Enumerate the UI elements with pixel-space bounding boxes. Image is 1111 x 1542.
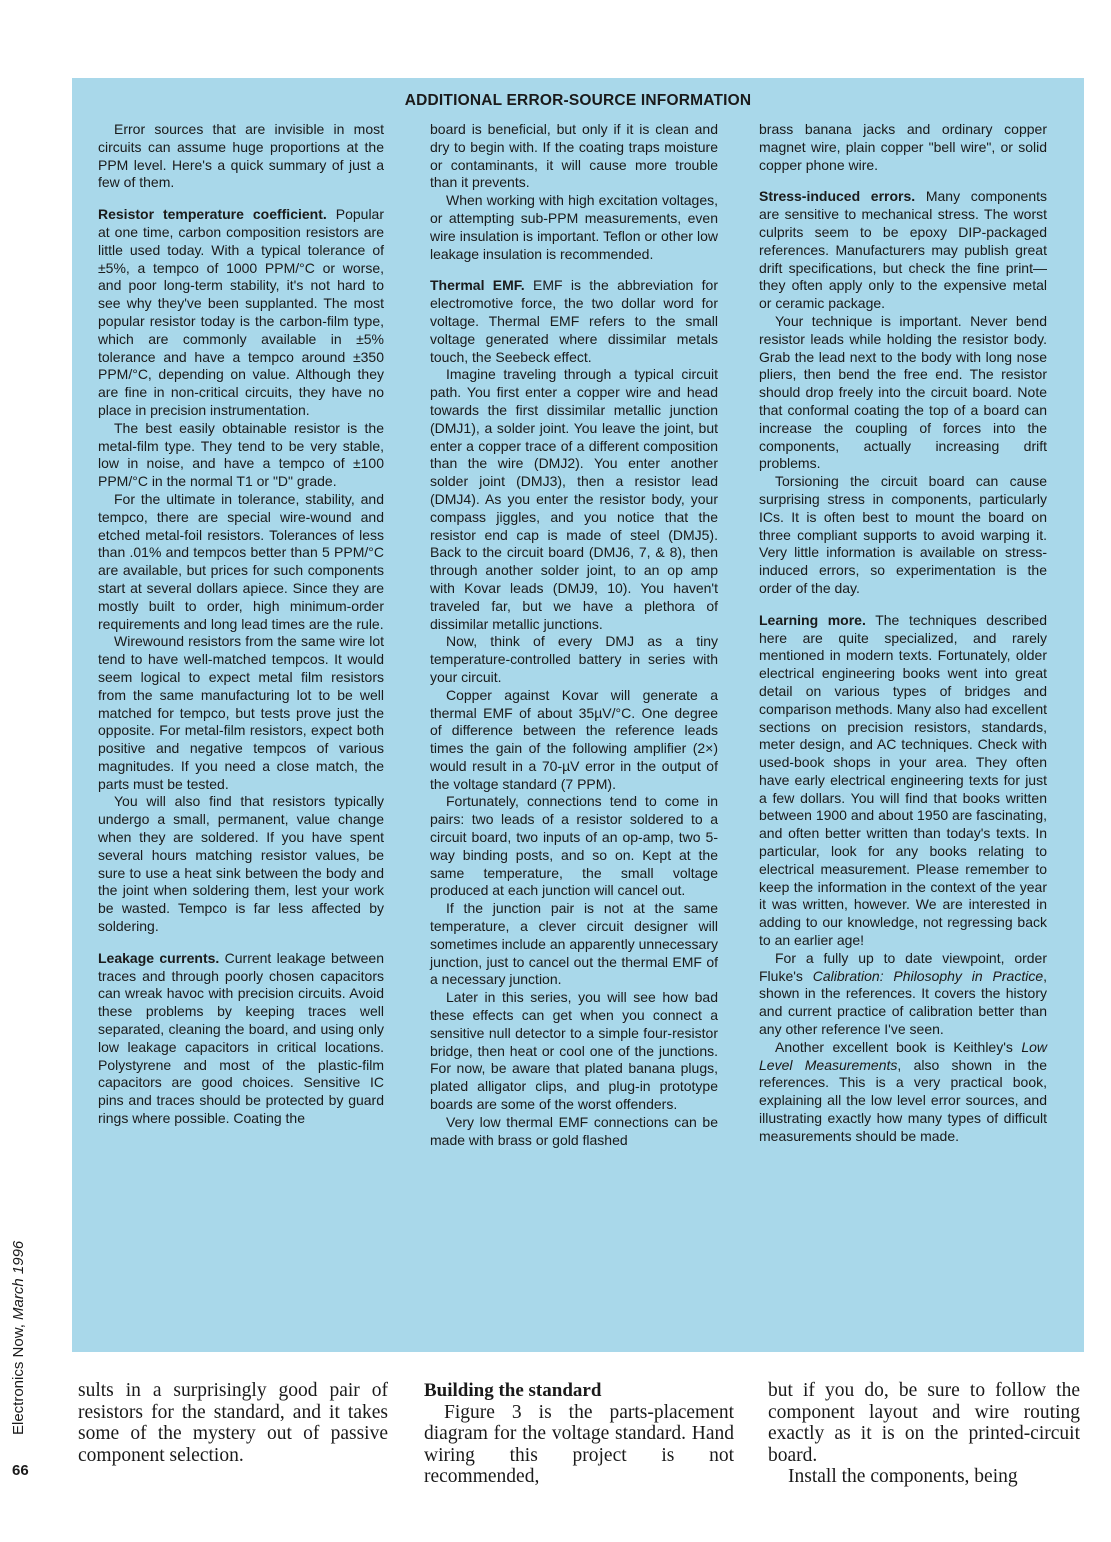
paragraph: Imagine traveling through a typical circuit path. You first enter a copper wire and head towards the first dissimilar metallic junction (DMJ1), a solder joint. You leave the joint, but enter a copper trace of a different composition than the wire (DMJ2). You enter another solder joint (DMJ3), then a resistor lead (DMJ4). As you enter the resistor body, your compass jiggles, and you notice that the resistor end cap is made of steel (DMJ5). Back to the circuit board (DMJ6, 7, & 8), then through another solder joint, to an op amp with Kovar leads (DMJ9, 10). You haven't traveled far, but we have a plethora of dissimilar metallic junctions. [430,366,718,632]
page-number: 66 [12,1462,29,1479]
paragraph: Leakage currents. Current leakage between traces and through poorly chosen capacitors can wreak havoc with precision circuits. Avoid these problems by keeping traces well separated, cleaning the board, and using only low leakage capacitors in critical locations. Polystyrene and most of the plastic-film capacitors are good choices. Sensitive IC pins and traces should be protected by guard rings where possible. Coating the [98,949,384,1127]
paragraph: Resistor temperature coefficient. Popular at one time, carbon composition resistors are little used today. With a typical tolerance of ±5%, a tempco of 1000 PPM/°C or worse, and poor long-term stability, it's not hard to see why they've been supplanted. The most popular resistor today is the carbon-film type, which are commonly available in ±5% tolerance and have a tempco around ±350 PPM/°C, depending on value. Although they are fine in non-critical circuits, they have no place in precision instrumentation. [98,206,384,418]
paragraph: board is beneficial, but only if it is clean and dry to begin with. If the coating traps moisture or contaminants, it will cause more trouble than it prevents. [430,121,718,191]
paragraph: Copper against Kovar will generate a thermal EMF of about 35µV/°C. One degree of difference between the reference leads times the gain of the following amplifier (2×) would result in a 70-µV error in the output of the voltage standard (7 PPM). [430,686,718,792]
paragraph: Very low thermal EMF connections can be made with brass or gold flashed [430,1113,718,1148]
sidebar-column-2 [430,121,718,1149]
paragraph: If the junction pair is not at the same temperature, a clever circuit designer will sometimes include an apparently unnecessary junction, just to cancel out the thermal EMF of a necessary junction. [430,900,718,988]
paragraph: sults in a surprisingly good pair of resistors for the standard, and it takes some of the mystery out of passive component selection. [78,1380,388,1466]
paragraph: Torsioning the circuit board can cause surprising stress in components, particularly ICs. It is often best to mount the board on three compliant supports to avoid warping it. Very little information is available on stress-induced errors, so experimentation is the order of the day. [759,473,1047,596]
body-column-1 [78,1380,388,1466]
paragraph: brass banana jacks and ordinary copper magnet wire, plain copper "bell wire", or solid copper phone wire. [759,121,1047,173]
section-heading: Building the standard [424,1380,602,1401]
subheading: Thermal EMF. [430,277,525,294]
paragraph: Figure 3 is the parts-placement diagram for the voltage standard. Hand wiring this project is not recommended, [424,1401,734,1487]
paragraph: Stress-induced errors. Many components are sensitive to mechanical stress. The worst culprits seem to be epoxy DIP-packaged references. Manufacturers may publish great drift specifications, but check the fine print—they often apply only to the expensive metal or ceramic package. [759,188,1047,312]
paragraph: For the ultimate in tolerance, stability, and tempco, there are special wire-wound and etched metal-foil resistors. Tolerances of less than .01% and tempcos better than 5 PPM/°C are available, but prices for such components start at several dollars apiece. Since they are mostly built to order, high minimum-order requirements and long lead times are the rule. [98,490,384,632]
paragraph: For a fully up to date viewpoint, order Fluke's Calibration: Philosophy in Practice, shown in the references. It covers the history and current practice of calibration better than any other reference I've seen. [759,949,1047,1038]
paragraph: Now, think of every DMJ as a tiny temperature-controlled battery in series with your circuit. [430,633,718,685]
paragraph: You will also find that resistors typically undergo a small, permanent, value change when they are soldered. If you have spent several hours matching resistor values, be sure to use a heat sink between the body and the joint when soldering them, lest your work be wasted. Tempco is far less affected by soldering. [98,793,384,935]
book-title: Low Level Measurements [759,1038,1047,1073]
paragraph: Wirewound resistors from the same wire lot tend to have well-matched tempcos. It would seem logical to expect metal film resistors from the same manufacturing lot to be well matched for tempco, but tests prove just the opposite. For metal-film resistors, expect both positive and negative tempcos of various magnitudes. If you need a close match, the parts must be tested. [98,633,384,792]
subheading: Stress-induced errors. [759,188,916,205]
paragraph: Later in this series, you will see how bad these effects can get when you connect a sensitive null detector to a simple four-resistor bridge, then heat or cool one of the junctions. For now, be aware that plated banana plugs, plated alligator clips, and plug-in prototype boards are some of the worst offenders. [430,989,718,1113]
subheading: Learning more. [759,611,866,628]
paragraph: Error sources that are invisible in most circuits can assume huge proportions at the PPM level. Here's a quick summary of just a few of them. [98,121,384,191]
issue-date: March 1996 [10,1240,27,1320]
paragraph: Install the components, being [788,1466,1018,1487]
paragraph: Learning more. The techniques described here are quite specialized, and rarely mentioned in modern texts. Fortunately, older electrical engineering books went into great detail on various types of bridges and comparison methods. Many also had excellent sections on precision resistors, standards, meter design, and AC techniques. Check with used-book shops in your area. They often have early electrical engineering texts for just a few dollars. You will find that books written between 1900 and about 1950 are fascinating, and often better written than today's texts. In particular, look for any books relating to electrical measurement. Please remember to keep the information in the context of the year it was written, however. We are interested in adding to our knowledge, not regressing back to an earlier age! [759,611,1048,949]
paragraph: Your technique is important. Never bend resistor leads while holding the resistor body. Grab the lead next to the body with long nose pliers, then bend the free end. The resistor should drop freely into the circuit board. Note that conformal coating the top of a board can increase the coupling of forces into the components, actually increasing drift problems. [759,312,1047,472]
paragraph: Thermal EMF. EMF is the abbreviation for electromotive force, the two dollar word for voltage. Thermal EMF refers to the small voltage generated where dissimilar metals touch, the Seebeck effect. [430,277,718,365]
sidebar-column-3 [759,121,1047,1146]
subheading: Leakage currents. [98,949,220,966]
sidebar-column-1 [98,121,384,1128]
paragraph: The best easily obtainable resistor is the metal-film type. They tend to be very stable, low in noise, and have a tempco of ±100 PPM/°C in the normal T1 or "D" grade. [98,419,384,490]
body-column-3 [768,1380,1080,1488]
paragraph: When working with high excitation voltages, or attempting sub-PPM measurements, even wire insulation is important. Teflon or other low leakage insulation is recommended. [430,192,718,262]
book-title: Calibration: Philosophy in Practice [812,967,1044,984]
paragraph: Fortunately, connections tend to come in pairs: two leads of a resistor soldered to a circuit board, two inputs of an op-amp, two 5-way binding posts, and so on. Kept at the same temperature, the small voltage produced at each junction will cancel out. [430,793,718,899]
paragraph: but if you do, be sure to follow the component layout and wire routing exactly as it is on the printed-circuit board. [768,1380,1080,1466]
paragraph: Another excellent book is Keithley's Low Level Measurements, also shown in the references. This is a very practical book, explaining all the low level error sources, and illustrating exactly how many types of difficult measurements should be made. [759,1038,1047,1144]
subheading: Resistor temperature coefficient. [98,206,327,223]
body-column-2 [424,1380,734,1488]
sidebar-title: ADDITIONAL ERROR-SOURCE INFORMATION [404,92,752,109]
publication-line: Electronics Now, March 1996 [10,1240,27,1435]
